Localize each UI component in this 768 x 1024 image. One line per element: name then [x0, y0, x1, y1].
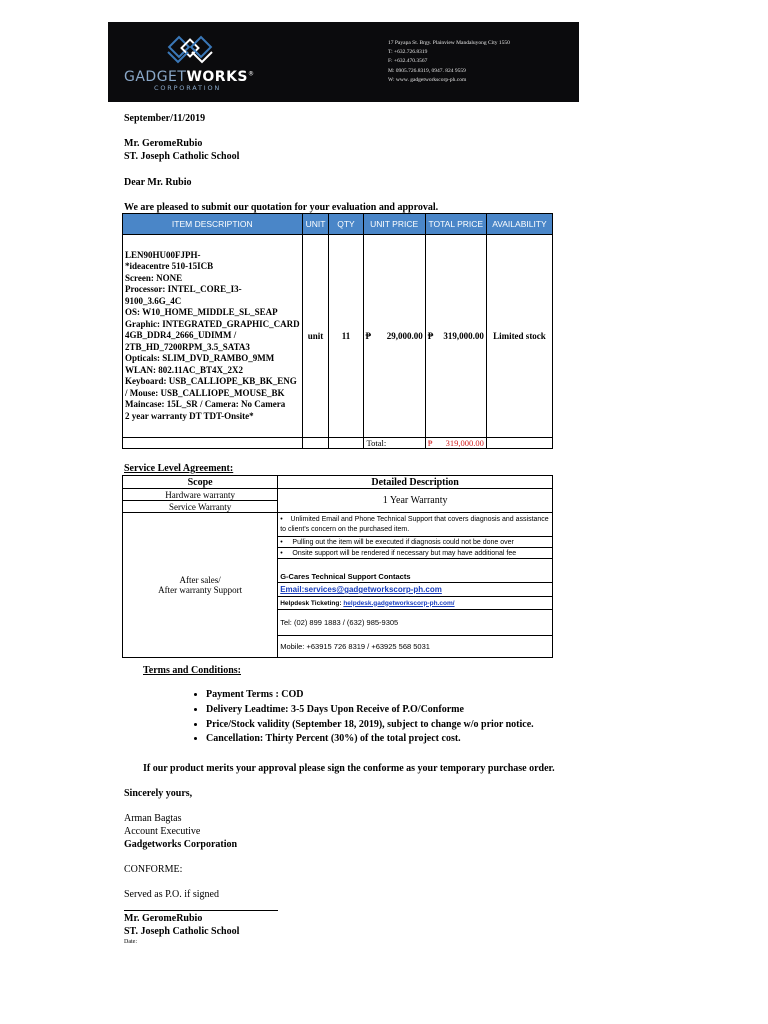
signature-line: [124, 910, 278, 911]
table-row: [123, 489, 553, 501]
item-availability: Limited stock: [486, 235, 552, 438]
sla-bullet-text: Onsite support will be rendered if necessary but may have additional fee: [292, 549, 517, 557]
table-row: [123, 235, 553, 438]
desc-line: Graphic: INTEGRATED_GRAPHIC_CARD: [125, 318, 300, 329]
support-email: [278, 583, 553, 597]
after-sales-line: After warranty Support: [158, 585, 243, 595]
contact-address: 17 Payapa St. Brgy. Plainview Mandaluyong City 1550: [388, 40, 510, 46]
after-sales-line: After sales/: [179, 575, 221, 585]
email-link[interactable]: services@gadgetworkscorp-ph.com: [304, 585, 442, 594]
sincerely: Sincerely yours,: [124, 788, 193, 799]
empty-cell: [302, 438, 329, 449]
sla-bullet: • Onsite support will be rendered if necessary but may have additional fee: [278, 548, 553, 559]
desc-line: / Mouse: USB_CALLIOPE_MOUSE_BK: [125, 387, 285, 398]
desc-line: 4GB_DDR4_2666_UDIMM /: [125, 330, 237, 341]
list-item: • Price/Stock validity (September 18, 2019), subject to change w/o prior notice.: [206, 718, 534, 733]
logo-wordmark: GADGETWORKS®: [124, 69, 255, 85]
signer-company: Gadgetworks Corporation: [124, 839, 238, 850]
unit-price-value: 29,000.00: [386, 331, 423, 341]
contact-telephone: T: +632.726.8319: [388, 49, 428, 56]
currency-symbol: ₱: [365, 331, 372, 341]
desc-line: Keyboard: USB_CALLIOPE_KB_BK_ENG: [125, 376, 297, 387]
contact-mobile: M: 0905.726.8319, 0947. 824 9559: [388, 67, 466, 74]
currency-symbol: ₱: [427, 331, 434, 341]
sla-col-scope: Scope: [123, 476, 278, 489]
salutation: Dear Mr. Rubio: [124, 177, 192, 188]
date-label: Date:: [124, 939, 137, 945]
col-total-price: TOTAL PRICE: [425, 214, 486, 235]
letterhead-banner: [108, 22, 579, 102]
helpdesk-link[interactable]: helpdesk.gadgetworkscorp-ph.com/: [343, 599, 455, 607]
table-row: [123, 513, 553, 537]
total-value-amount: 319,000.00: [445, 438, 484, 448]
sla-header-row: [123, 476, 553, 489]
desc-line: Opticals: SLIM_DVD_RAMBO_9MM: [125, 353, 275, 364]
conforme-name: Mr. GeromeRubio: [124, 913, 203, 924]
contact-fax: F: +632.470.3567: [388, 58, 428, 65]
item-unit-price: [363, 235, 425, 438]
quotation-header-row: [123, 214, 553, 235]
empty-cell: [123, 438, 303, 449]
warranty-description: 1 Year Warranty: [278, 489, 553, 513]
terms-title: Terms and Conditions:: [143, 665, 241, 676]
conforme-label: CONFORME:: [124, 864, 183, 875]
empty-cell: [486, 438, 552, 449]
total-price-value: 319,000.00: [443, 331, 484, 341]
recipient-name: Mr. GeromeRubio: [124, 138, 203, 149]
total-value: [425, 438, 486, 449]
desc-line: LEN90HU00FJPH-: [125, 249, 201, 260]
col-availability: AVAILABILITY: [486, 214, 552, 235]
empty-cell: [329, 438, 363, 449]
recipient-organization: ST. Joseph Catholic School: [124, 151, 240, 162]
item-description: [123, 235, 303, 438]
conforme-organization: ST. Joseph Catholic School: [124, 926, 240, 937]
approval-request: If our product merits your approval please sign the conforme as your temporary purchase order.: [143, 763, 555, 774]
desc-line: Processor: INTEL_CORE_I3-: [125, 284, 242, 295]
sla-bullet: • Pulling out the item will be executed if diagnosis could not be done over: [278, 537, 553, 548]
company-contact: [388, 39, 510, 85]
after-sales-support: [123, 513, 278, 658]
col-unit: UNIT: [302, 214, 329, 235]
desc-line: Screen: NONE: [125, 272, 183, 283]
currency-symbol: ₱: [427, 438, 433, 448]
logo-subtitle: CORPORATION: [154, 84, 222, 92]
signer-title: Account Executive: [124, 826, 201, 837]
list-item: • Delivery Leadtime: 3-5 Days Upon Receive of P.O/Conforme: [206, 703, 534, 718]
desc-line: 2TB_HD_7200RPM_3.5_SATA3: [125, 341, 250, 352]
list-item: • Payment Terms : COD: [206, 688, 534, 703]
desc-line: 9100_3.6G_4C: [125, 295, 182, 306]
sla-bullet-text: Unlimited Email and Phone Technical Support that covers diagnosis and assistance to client's concern on the purchased item.: [280, 515, 549, 533]
sla-title: Service Level Agreement:: [124, 463, 234, 474]
desc-line: WLAN: 802.11AC_BT4X_2X2: [125, 364, 244, 375]
desc-line: 2 year warranty DT TDT-Onsite*: [125, 410, 254, 421]
service-level-table: [122, 475, 553, 658]
hardware-warranty: Hardware warranty: [123, 489, 278, 501]
col-item-description: ITEM DESCRIPTION: [123, 214, 303, 235]
desc-line: *ideacentre 510-15ICB: [125, 261, 214, 272]
item-qty: 11: [329, 235, 363, 438]
contact-website: W: www. gadgetworkscorp-ph.com: [388, 76, 467, 83]
item-total-price: [425, 235, 486, 438]
support-telephone: Tel: (02) 899 1883 / (632) 985-9305: [278, 610, 553, 636]
col-qty: QTY: [329, 214, 363, 235]
helpdesk-label: Helpdesk Ticketing:: [280, 599, 342, 607]
served-as-po: Served as P.O. if signed: [124, 889, 219, 900]
item-unit: unit: [302, 235, 329, 438]
sla-col-description: Detailed Description: [278, 476, 553, 489]
quotation-table: [122, 213, 553, 449]
col-unit-price: UNIT PRICE: [363, 214, 425, 235]
signer-name: Arman Bagtas: [124, 813, 182, 824]
terms-list: [190, 688, 534, 747]
intro-text: We are pleased to submit our quotation for your evaluation and approval.: [124, 202, 439, 213]
desc-line: OS: W10_HOME_MIDDLE_SL_SEAP: [125, 307, 278, 318]
desc-line: Maincase: 15L_SR / Camera: No Camera: [125, 399, 286, 410]
list-item: • Cancellation: Thirty Percent (30%) of the total project cost.: [206, 732, 534, 747]
total-label: Total:: [363, 438, 425, 449]
letter-date: September/11/2019: [124, 113, 206, 124]
total-row: [123, 438, 553, 449]
sla-bullet: • Unlimited Email and Phone Technical Support that covers diagnosis and assistance to client's concern on the purchased item.: [278, 513, 553, 537]
email-label: Email:: [280, 585, 305, 594]
contacts-title: G-Cares Technical Support Contacts: [278, 559, 553, 583]
support-mobile: Mobile: +63915 726 8319 / +63925 568 5031: [278, 636, 553, 658]
helpdesk-ticketing: [278, 597, 553, 610]
service-warranty: Service Warranty: [123, 501, 278, 513]
sla-bullet-text: Pulling out the item will be executed if diagnosis could not be done over: [292, 538, 514, 546]
